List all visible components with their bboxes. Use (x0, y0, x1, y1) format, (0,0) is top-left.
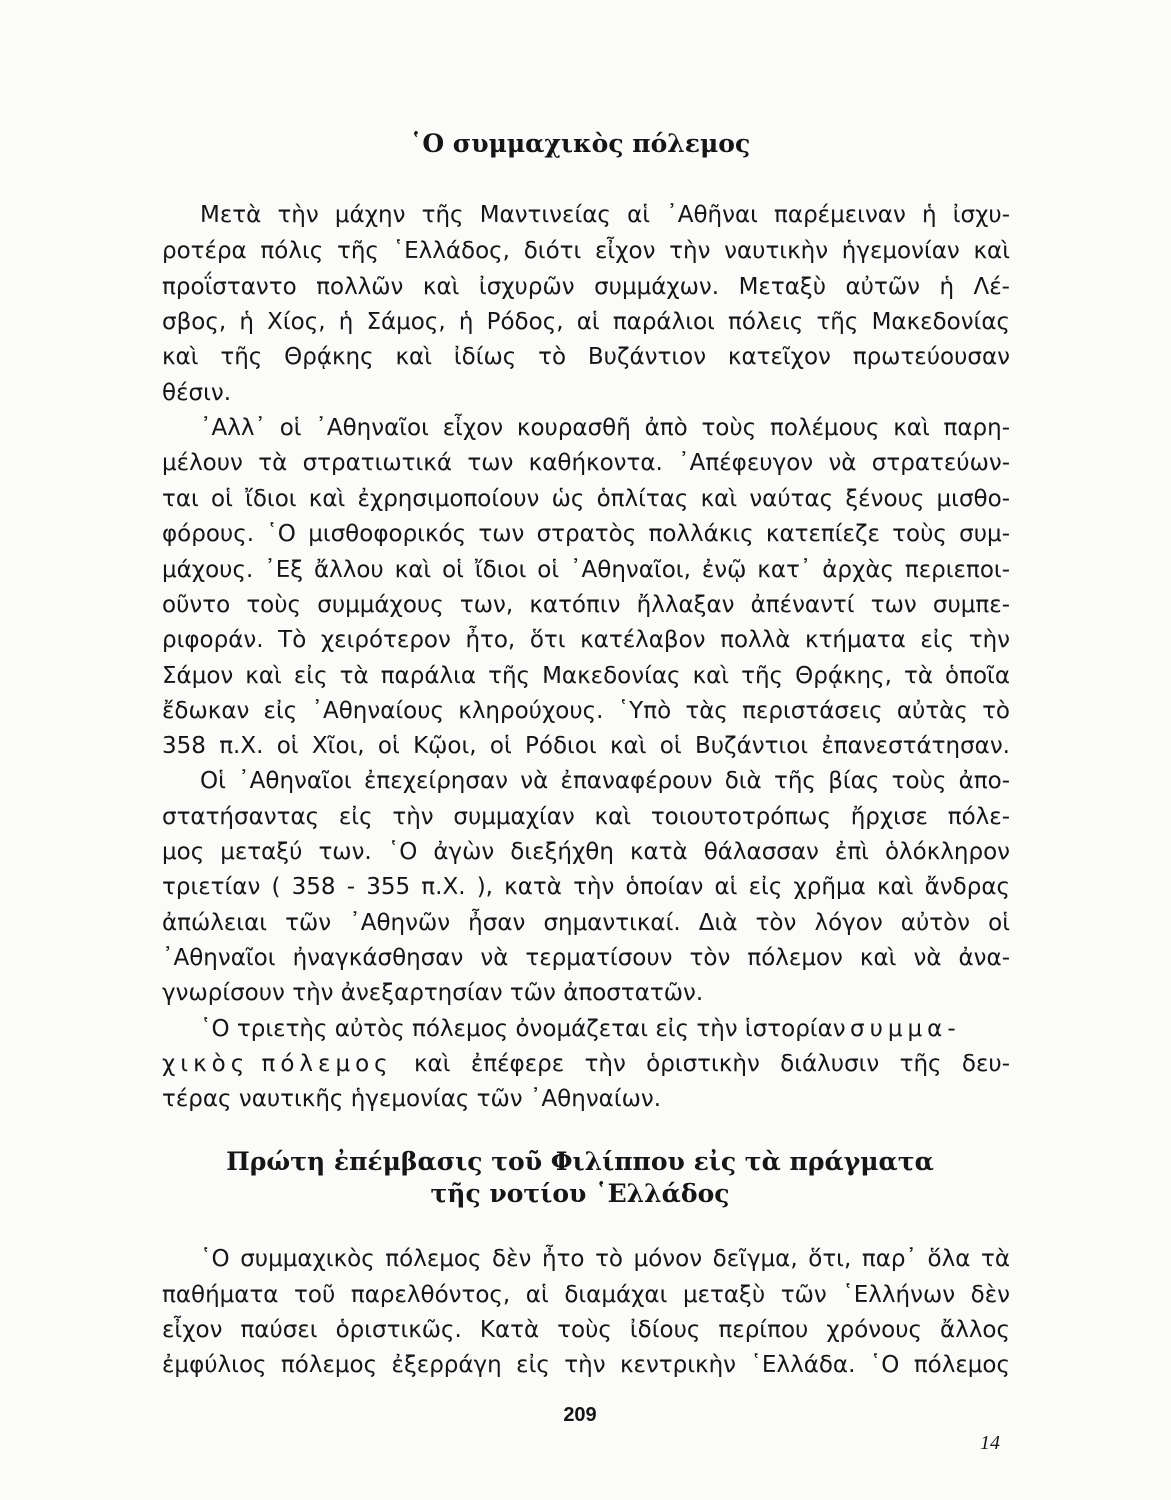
text-line: καὶ ἐπέφερε τὴν ὁριστικὴν διάλυσιν τῆς δευ- (414, 1051, 1010, 1077)
text-line: προΐσταντο πολλῶν καὶ ἰσχυρῶν συμμάχων. Μεταξὺ αὐτῶν ἡ Λέ- (162, 274, 1010, 300)
text-line: ἔδωκαν εἰς ᾿Αθηναίους κληρούχους. ῾Υπὸ τὰς περιστάσεις αὐτὰς τὸ (162, 698, 1010, 724)
text-line: οῦντο τοὺς συμμάχους των, κατόπιν ἤλλαξαν ἀπέναντί των συμπε- (162, 592, 1010, 618)
section-title-symmachikos: ῾Ο συμμαχικὸς πόλεμος (409, 129, 751, 158)
text-line: τέρας ναυτικῆς ἡγεμονίας τῶν ᾿Αθηναίων. (162, 1086, 662, 1112)
text-line: παθήματα τοῦ παρελθόντος, αἱ διαμάχαι μεταξὺ τῶν ῾Ελλήνων δὲν (162, 1282, 1010, 1308)
text-line: ῾Ο συμμαχικὸς πόλεμος δὲν ἦτο τὸ μόνον δεῖγμα, ὅτι, παρ᾿ ὅλα τὰ (200, 1246, 1010, 1272)
text-line: ῾Ο τριετὴς αὐτὸς πόλεμος ὀνομάζεται εἰς τὴν ἱστορίαν (200, 1016, 846, 1042)
section-title-line: Πρώτη ἐπέμβασις τοῦ Φιλίππου εἰς τὰ πράγματα (226, 1147, 934, 1176)
emphasis-term: χικὸς πόλεμος (162, 1051, 393, 1077)
text-line: καὶ τῆς Θρᾴκης καὶ ἰδίως τὸ Βυζάντιον κατεῖχον πρωτεύουσαν (162, 344, 1010, 370)
section-title-line: τῆς νοτίου ῾Ελλάδος (430, 1179, 730, 1208)
text-line: Μετὰ τὴν μάχην τῆς Μαντινείας αἱ ᾿Αθῆναι παρέμειναν ἡ ἰσχυ- (200, 202, 1010, 228)
text-line: γνωρίσουν τὴν ἀνεξαρτησίαν τῶν ἀποστατῶν. (162, 980, 704, 1006)
text-line: 358 π.Χ. οἱ Χῖοι, οἱ Κῷοι, οἱ Ρόδιοι καὶ οἱ Βυζάντιοι ἐπανεστάτησαν. (162, 733, 1010, 759)
text-line: μάχους. ᾿Εξ ἄλλου καὶ οἱ ἴδιοι οἱ ᾿Αθηναῖοι, ἐνῷ κατ᾿ ἀρχὰς περιεποι- (162, 557, 1010, 583)
text-line: ται οἱ ἴδιοι καὶ ἐχρησιμοποίουν ὡς ὁπλίτας καὶ ναύτας ξένους μισθο- (162, 486, 1010, 512)
text-line: μος μεταξύ των. ῾Ο ἀγὼν διεξήχθη κατὰ θάλασσαν ἐπὶ ὁλόκληρον (162, 839, 1010, 865)
text-line: ᾿Αθηναῖοι ἠναγκάσθησαν νὰ τερματίσουν τὸν πόλεμον καὶ νὰ ἀνα- (162, 945, 1010, 971)
text-line: ἀπώλειαι τῶν ᾿Αθηνῶν ἦσαν σημαντικαί. Διὰ τὸν λόγον αὐτὸν οἱ (162, 910, 1010, 936)
section-title-philip-intervention (160, 1146, 1000, 1210)
signature-mark: 14 (980, 1432, 1000, 1454)
text-line: θέσιν. (162, 380, 232, 406)
text-line: Σάμον καὶ εἰς τὰ παράλια τῆς Μακεδονίας καὶ τῆς Θρᾴκης, τὰ ὁποῖα (162, 663, 1010, 689)
text-line: Οἱ ᾿Αθηναῖοι ἐπεχείρησαν νὰ ἐπαναφέρουν διὰ τῆς βίας τοὺς ἀπο- (200, 768, 1010, 794)
text-line: ᾿Αλλ᾿ οἱ ᾿Αθηναῖοι εἶχον κουρασθῆ ἀπὸ τοὺς πολέμους καὶ παρη- (200, 415, 1010, 441)
text-line: φόρους. ῾Ο μισθοφορικός των στρατὸς πολλάκις κατεπίεζε τοὺς συμ- (162, 521, 1010, 547)
text-line: στατήσαντας εἰς τὴν συμμαχίαν καὶ τοιουτοτρόπως ἤρχισε πόλε- (162, 804, 1010, 830)
text-line: τριετίαν ( 358 - 355 π.Χ. ), κατὰ τὴν ὁποίαν αἱ εἰς χρῆμα καὶ ἄνδρας (162, 874, 1010, 900)
page-number: 209 (563, 1404, 597, 1426)
text-line: ροτέρα πόλις τῆς ῾Ελλάδος, διότι εἶχον τὴν ναυτικὴν ἡγεμονίαν καὶ (162, 238, 1010, 264)
emphasis-term: συμμα- (850, 1016, 961, 1042)
text-line: ἐμφύλιος πόλεμος ἐξερράγη εἰς τὴν κεντρικὴν ῾Ελλάδα. ῾Ο πόλεμος (162, 1352, 1010, 1378)
text-line: μέλουν τὰ στρατιωτικά των καθήκοντα. ᾿Απέφευγον νὰ στρατεύων- (162, 450, 1010, 476)
text-line: σβος, ἡ Χίος, ἡ Σάμος, ἡ Ρόδος, αἱ παράλιοι πόλεις τῆς Μακεδονίας (162, 309, 1010, 335)
text-line: ριφοράν. Τὸ χειρότερον ἦτο, ὅτι κατέλαβον πολλὰ κτήματα εἰς τὴν (162, 627, 1010, 653)
text-line: εἶχον παύσει ὁριστικῶς. Κατὰ τοὺς ἰδίους περίπου χρόνους ἄλλος (162, 1317, 1010, 1343)
